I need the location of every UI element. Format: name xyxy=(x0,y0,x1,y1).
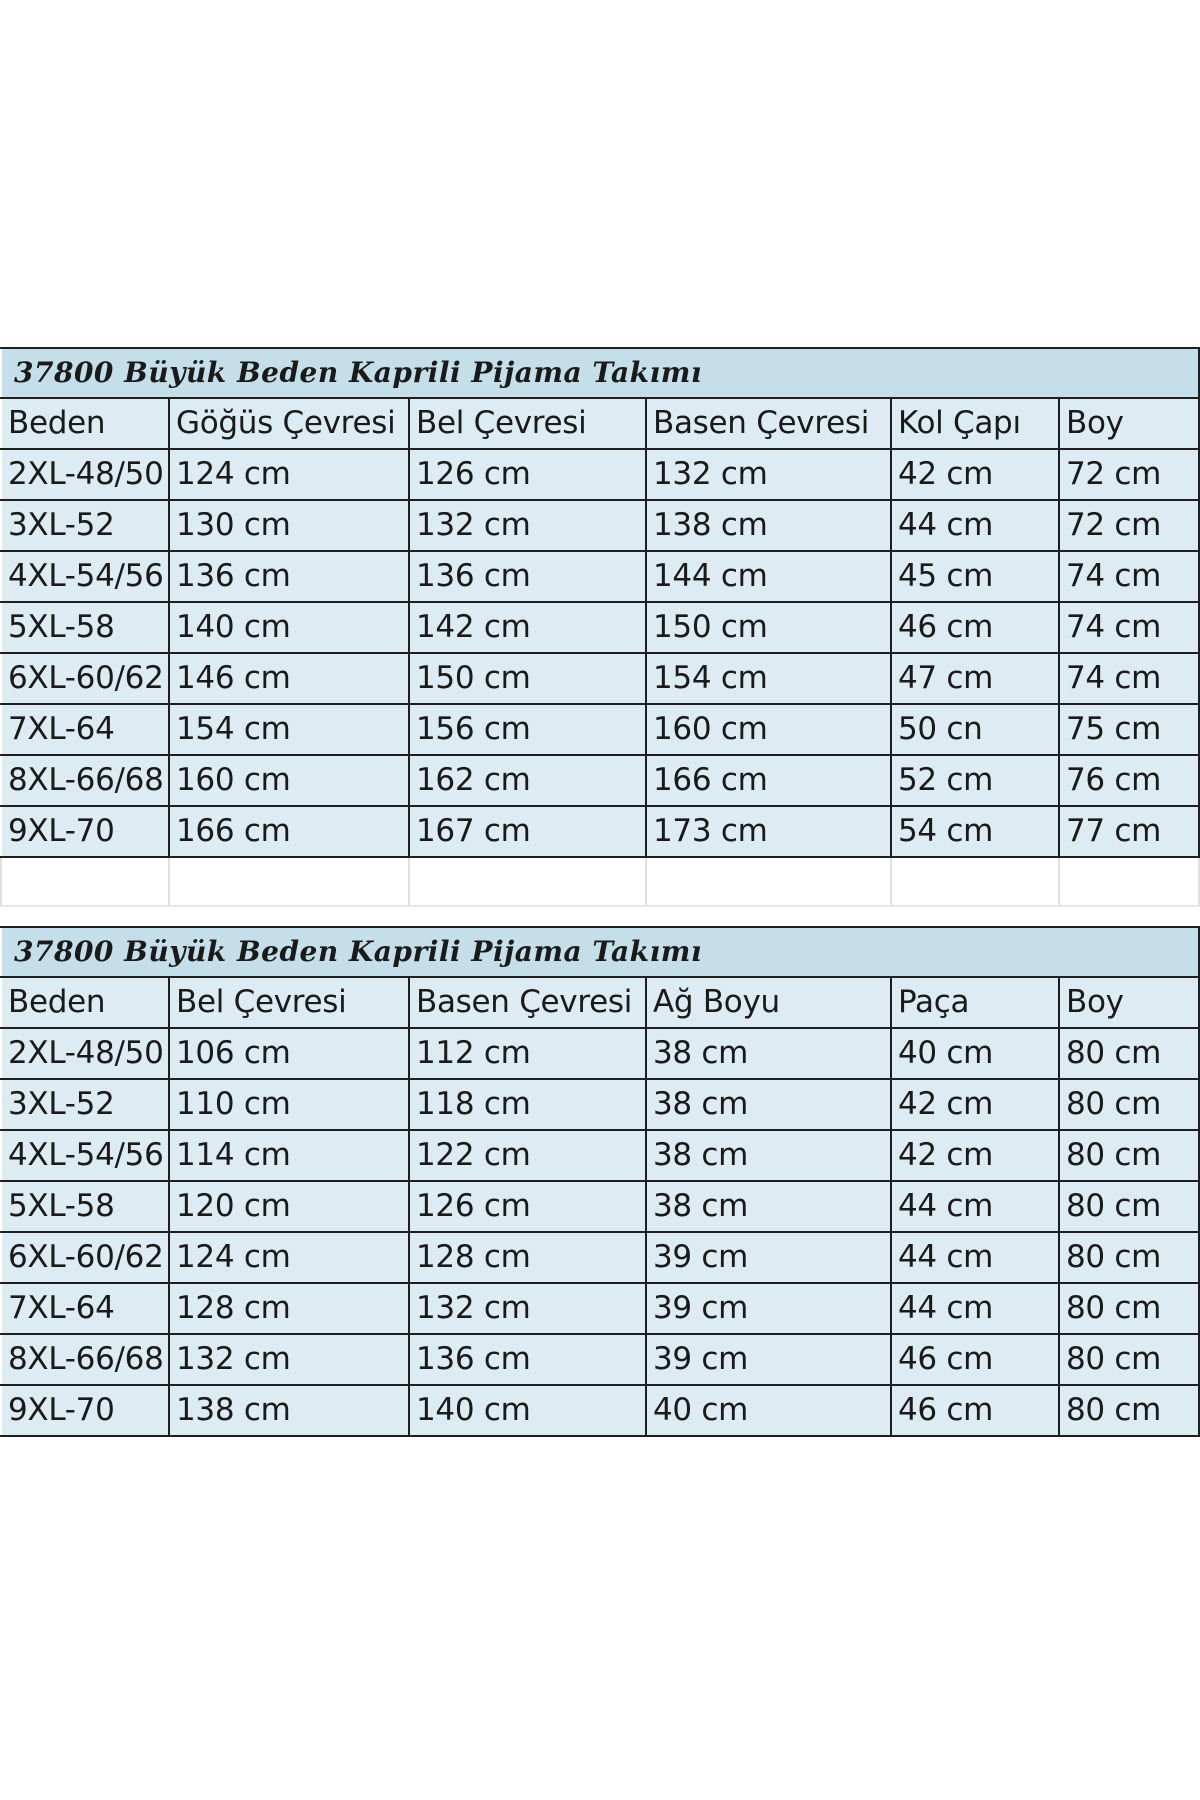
measurement-cell: 138 cm xyxy=(646,500,891,551)
measurement-cell: 39 cm xyxy=(646,1232,891,1283)
measurement-cell: 132 cm xyxy=(409,1283,646,1334)
measurement-cell: 136 cm xyxy=(409,1334,646,1385)
measurement-cell: 39 cm xyxy=(646,1334,891,1385)
measurement-cell: 72 cm xyxy=(1059,449,1199,500)
measurement-cell: 156 cm xyxy=(409,704,646,755)
measurement-cell: 39 cm xyxy=(646,1283,891,1334)
size-table-bottom xyxy=(0,926,1200,1437)
measurement-cell: 46 cm xyxy=(891,1385,1059,1436)
measurement-cell: 52 cm xyxy=(891,755,1059,806)
measurement-cell: 136 cm xyxy=(409,551,646,602)
table-row xyxy=(1,602,1199,653)
column-header: Ağ Boyu xyxy=(646,977,891,1028)
measurement-cell: 126 cm xyxy=(409,449,646,500)
measurement-cell: 46 cm xyxy=(891,1334,1059,1385)
measurement-cell: 154 cm xyxy=(169,704,409,755)
column-header: Boy xyxy=(1059,398,1199,449)
column-header: Göğüs Çevresi xyxy=(169,398,409,449)
empty-spacer-row xyxy=(1,857,1199,906)
size-table-top xyxy=(0,347,1200,907)
column-header: Beden xyxy=(1,977,169,1028)
size-label-cell: 3XL-52 xyxy=(1,500,169,551)
size-label-cell: 6XL-60/62 xyxy=(1,653,169,704)
measurement-cell: 130 cm xyxy=(169,500,409,551)
measurement-cell: 47 cm xyxy=(891,653,1059,704)
table-title: 37800 Büyük Beden Kaprili Pijama Takımı xyxy=(1,348,1199,398)
measurement-cell: 124 cm xyxy=(169,1232,409,1283)
table-row xyxy=(1,1130,1199,1181)
empty-cell xyxy=(891,857,1059,906)
measurement-cell: 80 cm xyxy=(1059,1181,1199,1232)
table-row xyxy=(1,1028,1199,1079)
measurement-cell: 132 cm xyxy=(169,1334,409,1385)
measurement-cell: 77 cm xyxy=(1059,806,1199,857)
measurement-cell: 75 cm xyxy=(1059,704,1199,755)
size-label-cell: 4XL-54/56 xyxy=(1,1130,169,1181)
measurement-cell: 128 cm xyxy=(169,1283,409,1334)
measurement-cell: 44 cm xyxy=(891,1181,1059,1232)
measurement-cell: 144 cm xyxy=(646,551,891,602)
measurement-cell: 160 cm xyxy=(646,704,891,755)
table-header-row xyxy=(1,977,1199,1028)
column-header: Paça xyxy=(891,977,1059,1028)
measurement-cell: 122 cm xyxy=(409,1130,646,1181)
measurement-cell: 42 cm xyxy=(891,1130,1059,1181)
measurement-cell: 114 cm xyxy=(169,1130,409,1181)
empty-cell xyxy=(1059,857,1199,906)
column-header: Beden xyxy=(1,398,169,449)
measurement-cell: 138 cm xyxy=(169,1385,409,1436)
column-header: Bel Çevresi xyxy=(169,977,409,1028)
measurement-cell: 42 cm xyxy=(891,1079,1059,1130)
measurement-cell: 38 cm xyxy=(646,1079,891,1130)
table-row xyxy=(1,551,1199,602)
table-title-row xyxy=(1,348,1199,398)
measurement-cell: 136 cm xyxy=(169,551,409,602)
size-table-body xyxy=(1,348,1199,906)
table-row xyxy=(1,1283,1199,1334)
measurement-cell: 50 cn xyxy=(891,704,1059,755)
size-label-cell: 9XL-70 xyxy=(1,1385,169,1436)
table-row xyxy=(1,1079,1199,1130)
table-row xyxy=(1,704,1199,755)
table-title-row xyxy=(1,927,1199,977)
measurement-cell: 40 cm xyxy=(891,1028,1059,1079)
measurement-cell: 76 cm xyxy=(1059,755,1199,806)
measurement-cell: 40 cm xyxy=(646,1385,891,1436)
measurement-cell: 80 cm xyxy=(1059,1028,1199,1079)
table-row xyxy=(1,449,1199,500)
measurement-cell: 132 cm xyxy=(409,500,646,551)
measurement-cell: 154 cm xyxy=(646,653,891,704)
measurement-cell: 142 cm xyxy=(409,602,646,653)
measurement-cell: 146 cm xyxy=(169,653,409,704)
column-header: Boy xyxy=(1059,977,1199,1028)
measurement-cell: 38 cm xyxy=(646,1181,891,1232)
measurement-cell: 44 cm xyxy=(891,1232,1059,1283)
measurement-cell: 150 cm xyxy=(646,602,891,653)
measurement-cell: 74 cm xyxy=(1059,653,1199,704)
size-label-cell: 3XL-52 xyxy=(1,1079,169,1130)
empty-cell xyxy=(646,857,891,906)
table-row xyxy=(1,806,1199,857)
measurement-cell: 46 cm xyxy=(891,602,1059,653)
measurement-cell: 166 cm xyxy=(646,755,891,806)
measurement-cell: 110 cm xyxy=(169,1079,409,1130)
size-label-cell: 6XL-60/62 xyxy=(1,1232,169,1283)
measurement-cell: 120 cm xyxy=(169,1181,409,1232)
size-label-cell: 2XL-48/50 xyxy=(1,1028,169,1079)
measurement-cell: 38 cm xyxy=(646,1028,891,1079)
size-label-cell: 4XL-54/56 xyxy=(1,551,169,602)
measurement-cell: 42 cm xyxy=(891,449,1059,500)
column-header: Basen Çevresi xyxy=(409,977,646,1028)
measurement-cell: 140 cm xyxy=(409,1385,646,1436)
measurement-cell: 140 cm xyxy=(169,602,409,653)
measurement-cell: 106 cm xyxy=(169,1028,409,1079)
table-row xyxy=(1,1181,1199,1232)
column-header: Basen Çevresi xyxy=(646,398,891,449)
size-label-cell: 5XL-58 xyxy=(1,602,169,653)
measurement-cell: 45 cm xyxy=(891,551,1059,602)
table-row xyxy=(1,1334,1199,1385)
measurement-cell: 80 cm xyxy=(1059,1079,1199,1130)
measurement-cell: 150 cm xyxy=(409,653,646,704)
size-label-cell: 8XL-66/68 xyxy=(1,1334,169,1385)
measurement-cell: 124 cm xyxy=(169,449,409,500)
measurement-cell: 74 cm xyxy=(1059,602,1199,653)
size-label-cell: 7XL-64 xyxy=(1,704,169,755)
measurement-cell: 173 cm xyxy=(646,806,891,857)
measurement-cell: 72 cm xyxy=(1059,500,1199,551)
measurement-cell: 54 cm xyxy=(891,806,1059,857)
column-header: Kol Çapı xyxy=(891,398,1059,449)
table-row xyxy=(1,755,1199,806)
size-label-cell: 5XL-58 xyxy=(1,1181,169,1232)
measurement-cell: 80 cm xyxy=(1059,1334,1199,1385)
measurement-cell: 128 cm xyxy=(409,1232,646,1283)
empty-cell xyxy=(169,857,409,906)
measurement-cell: 80 cm xyxy=(1059,1232,1199,1283)
empty-cell xyxy=(1,857,169,906)
measurement-cell: 167 cm xyxy=(409,806,646,857)
size-label-cell: 8XL-66/68 xyxy=(1,755,169,806)
measurement-cell: 44 cm xyxy=(891,1283,1059,1334)
size-label-cell: 2XL-48/50 xyxy=(1,449,169,500)
measurement-cell: 166 cm xyxy=(169,806,409,857)
measurement-cell: 112 cm xyxy=(409,1028,646,1079)
table-row xyxy=(1,653,1199,704)
empty-cell xyxy=(409,857,646,906)
column-header: Bel Çevresi xyxy=(409,398,646,449)
table-header-row xyxy=(1,398,1199,449)
measurement-cell: 126 cm xyxy=(409,1181,646,1232)
measurement-cell: 160 cm xyxy=(169,755,409,806)
measurement-cell: 80 cm xyxy=(1059,1283,1199,1334)
measurement-cell: 162 cm xyxy=(409,755,646,806)
measurement-cell: 118 cm xyxy=(409,1079,646,1130)
size-table-body xyxy=(1,927,1199,1436)
measurement-cell: 132 cm xyxy=(646,449,891,500)
measurement-cell: 38 cm xyxy=(646,1130,891,1181)
table-row xyxy=(1,1385,1199,1436)
table-row xyxy=(1,500,1199,551)
table-row xyxy=(1,1232,1199,1283)
size-label-cell: 9XL-70 xyxy=(1,806,169,857)
table-title: 37800 Büyük Beden Kaprili Pijama Takımı xyxy=(1,927,1199,977)
measurement-cell: 80 cm xyxy=(1059,1130,1199,1181)
size-label-cell: 7XL-64 xyxy=(1,1283,169,1334)
measurement-cell: 80 cm xyxy=(1059,1385,1199,1436)
measurement-cell: 44 cm xyxy=(891,500,1059,551)
measurement-cell: 74 cm xyxy=(1059,551,1199,602)
